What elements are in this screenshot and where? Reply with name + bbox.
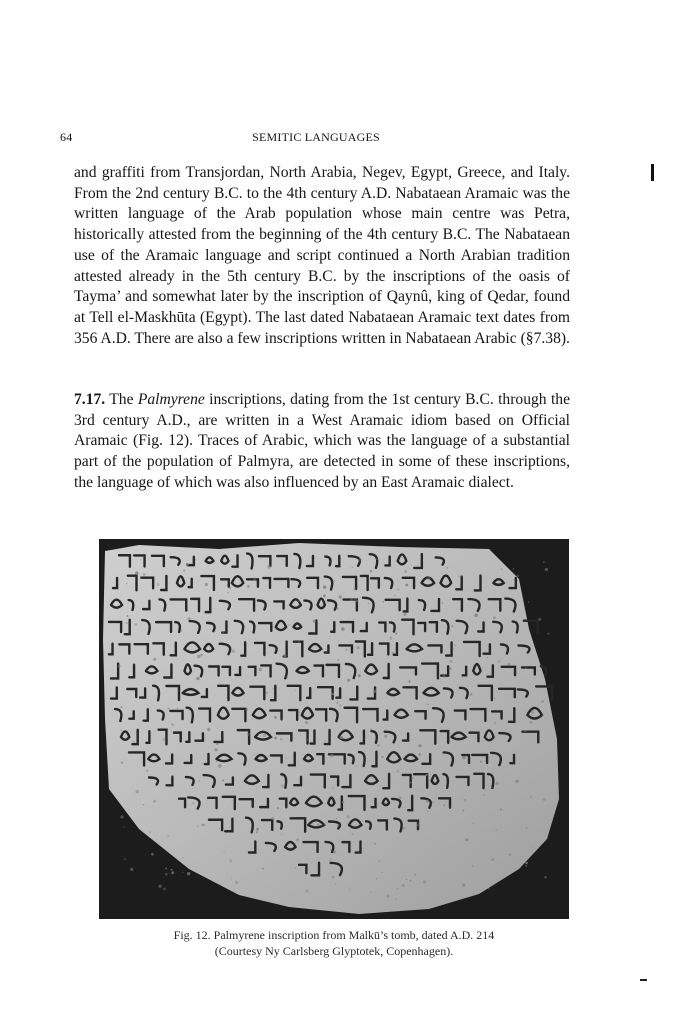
stone-speck — [258, 733, 259, 734]
stone-speck — [247, 733, 250, 736]
stone-speck — [358, 674, 361, 677]
stone-speck — [163, 888, 166, 891]
stone-speck — [342, 801, 344, 803]
stone-speck — [516, 780, 519, 783]
stone-speck — [465, 838, 468, 841]
stone-speck — [167, 835, 169, 837]
stone-speck — [333, 774, 334, 775]
stone-speck — [274, 737, 277, 740]
stone-speck — [377, 744, 380, 747]
stone-speck — [332, 876, 335, 879]
stone-speck — [171, 871, 174, 874]
stone-speck — [379, 860, 381, 862]
stone-speck — [352, 567, 353, 568]
stone-speck — [246, 708, 248, 710]
stone-speck — [197, 655, 200, 658]
stone-speck — [450, 660, 453, 663]
stone-speck — [324, 740, 325, 741]
stone-speck — [530, 796, 532, 798]
stone-speck — [307, 739, 308, 740]
stone-speck — [357, 646, 360, 649]
stone-speck — [317, 824, 319, 826]
stone-speck — [417, 823, 420, 826]
stone-speck — [235, 881, 238, 884]
stone-speck — [544, 876, 546, 878]
stone-speck — [146, 770, 148, 772]
stone-speck — [159, 885, 162, 888]
stone-speck — [219, 666, 220, 667]
stone-speck — [356, 766, 358, 768]
stone-speck — [336, 702, 338, 704]
stone-speck — [487, 657, 488, 658]
stone-speck — [171, 869, 173, 871]
stone-speck — [295, 867, 296, 868]
stone-speck — [247, 585, 250, 588]
stone-speck — [298, 600, 300, 602]
stone-speck — [274, 716, 277, 719]
stone-speck — [414, 874, 416, 876]
stone-speck — [153, 800, 156, 803]
stone-speck — [224, 852, 225, 853]
stone-speck — [200, 654, 203, 657]
stone-speck — [298, 641, 300, 643]
stone-speck — [126, 583, 127, 584]
stone-speck — [263, 734, 266, 737]
stone-speck — [426, 800, 429, 803]
stone-speck — [406, 879, 407, 880]
stone-speck — [216, 743, 218, 745]
stone-speck — [334, 580, 335, 581]
paragraph-palmyrene — [74, 390, 570, 494]
stone-speck — [296, 839, 299, 842]
stone-speck — [538, 618, 541, 621]
stone-speck — [413, 687, 414, 688]
stone-speck — [305, 721, 308, 724]
stone-speck — [449, 806, 451, 808]
stone-speck — [483, 795, 485, 797]
stone-speck — [384, 735, 387, 738]
stone-speck — [411, 777, 413, 779]
stone-speck — [452, 740, 453, 741]
stone-speck — [340, 736, 343, 739]
stone-speck — [335, 884, 336, 885]
stone-speck — [376, 559, 377, 560]
stone-speck — [389, 637, 392, 640]
stone-speck — [256, 831, 258, 833]
stone-speck — [305, 889, 309, 893]
stone-speck — [376, 878, 377, 879]
stone-speck — [231, 649, 235, 653]
stone-speck — [374, 843, 376, 845]
stone-speck — [186, 563, 189, 566]
stone-speck — [207, 799, 209, 801]
stone-speck — [351, 833, 353, 835]
stone-speck — [543, 561, 545, 563]
stone-speck — [162, 738, 165, 741]
stone-speck — [356, 600, 359, 603]
paragraph-text-before: The — [105, 391, 138, 408]
stone-speck — [525, 667, 527, 669]
stone-speck — [346, 649, 348, 651]
stone-speck — [531, 710, 535, 714]
stone-speck — [443, 804, 445, 806]
stone-speck — [395, 632, 397, 634]
stone-speck — [399, 796, 402, 799]
stone-speck — [190, 706, 192, 708]
stone-speck — [453, 648, 454, 649]
stone-speck — [286, 758, 287, 759]
stone-speck — [354, 599, 355, 600]
caption-line-1: Fig. 12. Palmyrene inscription from Malkū’s tomb, dated A.D. 214 — [173, 928, 495, 942]
stone-speck — [508, 663, 511, 666]
stone-speck — [494, 722, 497, 725]
stone-speck — [183, 569, 185, 571]
stone-speck — [405, 584, 408, 587]
stone-speck — [458, 575, 460, 577]
stone-speck — [513, 568, 515, 570]
caption-line-2: (Courtesy Ny Carlsberg Glyptotek, Copenhagen). — [214, 943, 454, 958]
stone-speck — [397, 588, 399, 590]
stone-speck — [501, 568, 503, 570]
stone-speck — [525, 862, 528, 865]
stone-speck — [199, 780, 201, 782]
stone-speck — [402, 884, 405, 887]
stone-speck — [127, 615, 129, 617]
stone-speck — [498, 660, 501, 663]
stone-speck — [330, 636, 331, 637]
stone-speck — [232, 800, 233, 801]
stone-speck — [229, 859, 232, 862]
stone-speck — [368, 603, 370, 605]
stone-speck — [509, 854, 511, 856]
stone-speck — [273, 688, 274, 689]
stone-speck — [143, 573, 145, 575]
inscription-stone-image — [99, 539, 569, 919]
stone-speck — [410, 782, 411, 783]
running-header — [60, 130, 572, 146]
stone-speck — [281, 785, 284, 788]
stone-speck — [207, 728, 210, 731]
stone-speck — [193, 803, 194, 804]
stone-speck — [329, 858, 331, 860]
stone-speck — [165, 873, 167, 875]
section-number: 7.17. — [74, 391, 106, 408]
stone-speck — [295, 690, 296, 691]
stone-speck — [143, 804, 144, 805]
stone-speck — [427, 704, 429, 706]
stone-speck — [262, 607, 263, 608]
stone-speck — [472, 865, 473, 866]
stone-speck — [423, 880, 426, 883]
stone-speck — [291, 763, 293, 765]
margin-change-bar — [651, 164, 654, 181]
stone-speck — [338, 640, 339, 641]
paragraph-nabataean: and graffiti from Transjordan, North Arabia, Negev, Egypt, Greece, and Italy. From the 2nd century B.C. to the 4th century A.D. Nabataean Aramaic was the written language of the Arab population whose main centre was Petra, historically attested from the beginning of the 4th century B.C. The Nabataean use of the Aramaic language and script continued a North Arabian tradition attested already in the 5th century B.C. by the inscriptions of the oasis of Tayma’ and somewhat later by the inscription of Qaynû, king of Qedar, found at Tell el-Maskhūta (Egypt). The last dated Nabataean Aramaic text dates from 356 A.D. There are also a few inscriptions written in Nabataean Arabic (§7.38). — [74, 164, 570, 347]
stone-speck — [387, 895, 390, 898]
stone-speck — [403, 613, 406, 616]
stone-speck — [266, 692, 268, 694]
stone-speck — [491, 858, 494, 861]
stone-speck — [493, 616, 496, 619]
figure-caption — [99, 928, 569, 959]
stone-speck — [124, 858, 126, 860]
stone-speck — [545, 568, 548, 571]
stone-speck — [517, 580, 518, 581]
stone-speck — [182, 857, 183, 858]
stone-speck — [134, 623, 137, 626]
stone-speck — [383, 601, 384, 602]
figure-palmyrene-inscription-photo — [99, 539, 569, 919]
stone-speck — [531, 846, 532, 847]
stone-speck — [205, 583, 208, 586]
stone-speck — [349, 889, 350, 890]
stone-speck — [218, 764, 222, 768]
stone-speck — [337, 659, 339, 661]
stone-speck — [449, 667, 452, 670]
stone-speck — [354, 588, 357, 591]
stone-speck — [333, 851, 336, 854]
stone-speck — [446, 567, 448, 569]
stone-speck — [489, 888, 490, 889]
stone-speck — [473, 823, 474, 824]
stone-speck — [140, 559, 141, 560]
stone-speck — [149, 832, 150, 833]
stone-speck — [443, 675, 446, 678]
stone-speck — [323, 595, 326, 598]
stone-speck — [494, 698, 495, 699]
stone-speck — [196, 559, 197, 560]
stone-speck — [324, 824, 326, 826]
stone-speck — [473, 893, 474, 894]
stone-speck — [165, 867, 167, 869]
stone-speck — [516, 575, 519, 578]
stone-speck — [524, 730, 526, 732]
stone-speck — [495, 829, 497, 831]
stone-speck — [281, 834, 282, 835]
stone-speck — [547, 633, 549, 635]
stone-speck — [182, 872, 183, 873]
stone-speck — [427, 577, 431, 581]
stone-speck — [404, 570, 407, 573]
stone-speck — [350, 598, 353, 601]
stone-speck — [231, 878, 232, 879]
stone-speck — [123, 826, 125, 828]
stone-speck — [332, 787, 334, 789]
stone-speck — [365, 751, 366, 752]
stone-speck — [394, 595, 395, 596]
stone-speck — [187, 609, 189, 611]
stone-speck — [277, 807, 279, 809]
stone-speck — [337, 825, 338, 826]
stone-speck — [452, 625, 454, 627]
stone-speck — [358, 558, 361, 561]
stone-speck — [543, 798, 546, 801]
stone-speck — [519, 666, 521, 668]
stone-speck — [323, 585, 326, 588]
paragraph-text-after: inscriptions, dating from the 1st century B.C. through the 3rd century A.D., are written in a West Aramaic idiom based on Official Aramaic (Fig. 12). Traces of Arabic, which was the language of a substantial part of the population of Palmyra, are detected in some of these inscriptions, the language of which was also influenced by an East Aramaic dialect. — [74, 391, 570, 491]
stone-speck — [336, 607, 339, 610]
stone-speck — [177, 708, 178, 709]
stone-speck — [370, 570, 372, 572]
stone-speck — [216, 761, 217, 762]
stone-speck — [396, 770, 399, 773]
stone-speck — [283, 654, 286, 657]
stone-speck — [395, 898, 396, 899]
stone-speck — [403, 827, 406, 830]
stone-speck — [256, 828, 259, 831]
stone-speck — [222, 779, 224, 781]
stone-speck — [347, 679, 350, 682]
stone-speck — [500, 809, 502, 811]
stone-speck — [118, 665, 121, 668]
stone-speck — [136, 790, 140, 794]
stone-speck — [480, 761, 482, 763]
stone-speck — [462, 756, 465, 759]
stone-speck — [201, 824, 203, 826]
stone-speck — [229, 587, 231, 589]
stone-speck — [280, 738, 283, 741]
stone-speck — [341, 627, 345, 631]
stone-speck — [214, 748, 217, 751]
stone-speck — [126, 622, 128, 624]
stone-speck — [120, 730, 122, 732]
stone-speck — [426, 774, 428, 776]
page-number: 64 — [60, 130, 73, 144]
stone-speck — [462, 809, 464, 811]
stone-speck — [187, 617, 190, 620]
stone-speck — [135, 572, 138, 575]
stone-speck — [168, 707, 170, 709]
stone-speck — [528, 601, 529, 602]
stone-speck — [271, 817, 274, 820]
stone-speck — [496, 782, 499, 785]
stone-speck — [130, 868, 133, 871]
stone-speck — [525, 865, 527, 867]
stone-speck — [120, 815, 123, 818]
stone-speck — [132, 741, 135, 744]
stone-speck — [156, 583, 159, 586]
stone-speck — [299, 711, 301, 713]
stone-speck — [121, 761, 124, 764]
stone-speck — [196, 677, 199, 680]
stone-speck — [153, 658, 156, 661]
stone-speck — [537, 670, 538, 671]
stone-speck — [332, 693, 334, 695]
stone-speck — [197, 826, 198, 827]
stone-speck — [382, 756, 384, 758]
stone-speck — [432, 801, 435, 804]
stone-speck — [267, 565, 271, 569]
stone-speck — [339, 595, 342, 598]
stone-speck — [306, 756, 307, 757]
stone-speck — [151, 853, 154, 856]
stone-speck — [408, 680, 410, 682]
stone-speck — [222, 632, 224, 634]
stone-speck — [371, 729, 372, 730]
stone-speck — [222, 712, 223, 713]
stone-speck — [419, 744, 422, 747]
stone-speck — [475, 614, 478, 617]
stone-speck — [470, 693, 472, 695]
running-head-title: SEMITIC LANGUAGES — [252, 130, 380, 144]
stone-speck — [262, 868, 264, 870]
stone-speck — [286, 677, 288, 679]
stone-speck — [289, 624, 291, 626]
stone-speck — [219, 828, 220, 829]
stone-speck — [418, 753, 421, 756]
stone-speck — [462, 884, 465, 887]
stone-speck — [541, 700, 544, 703]
stone-speck — [120, 706, 122, 708]
stone-speck — [251, 719, 253, 721]
stone-speck — [427, 811, 429, 813]
stone-speck — [525, 827, 528, 830]
stone-speck — [392, 652, 394, 654]
page-corner-mark — [640, 979, 647, 981]
stone-speck — [259, 668, 262, 671]
stone-speck — [258, 719, 259, 720]
stone-speck — [371, 892, 372, 893]
stone-speck — [336, 818, 338, 820]
term-palmyrene: Palmyrene — [137, 391, 205, 408]
stone-speck — [339, 704, 342, 707]
stone-speck — [455, 644, 456, 645]
stone-speck — [410, 880, 412, 882]
stone-speck — [187, 872, 190, 875]
stone-speck — [381, 872, 382, 873]
stone-speck — [373, 690, 376, 693]
stone-speck — [446, 657, 447, 658]
stone-speck — [180, 630, 182, 632]
stone-speck — [253, 577, 256, 580]
stone-speck — [529, 721, 532, 724]
stone-speck — [442, 602, 444, 604]
stone-speck — [171, 723, 174, 726]
stone-speck — [347, 815, 350, 818]
stone-speck — [330, 754, 333, 757]
stone-speck — [397, 888, 399, 890]
stone-speck — [228, 592, 229, 593]
stone-speck — [464, 799, 467, 802]
stone-speck — [313, 620, 316, 623]
